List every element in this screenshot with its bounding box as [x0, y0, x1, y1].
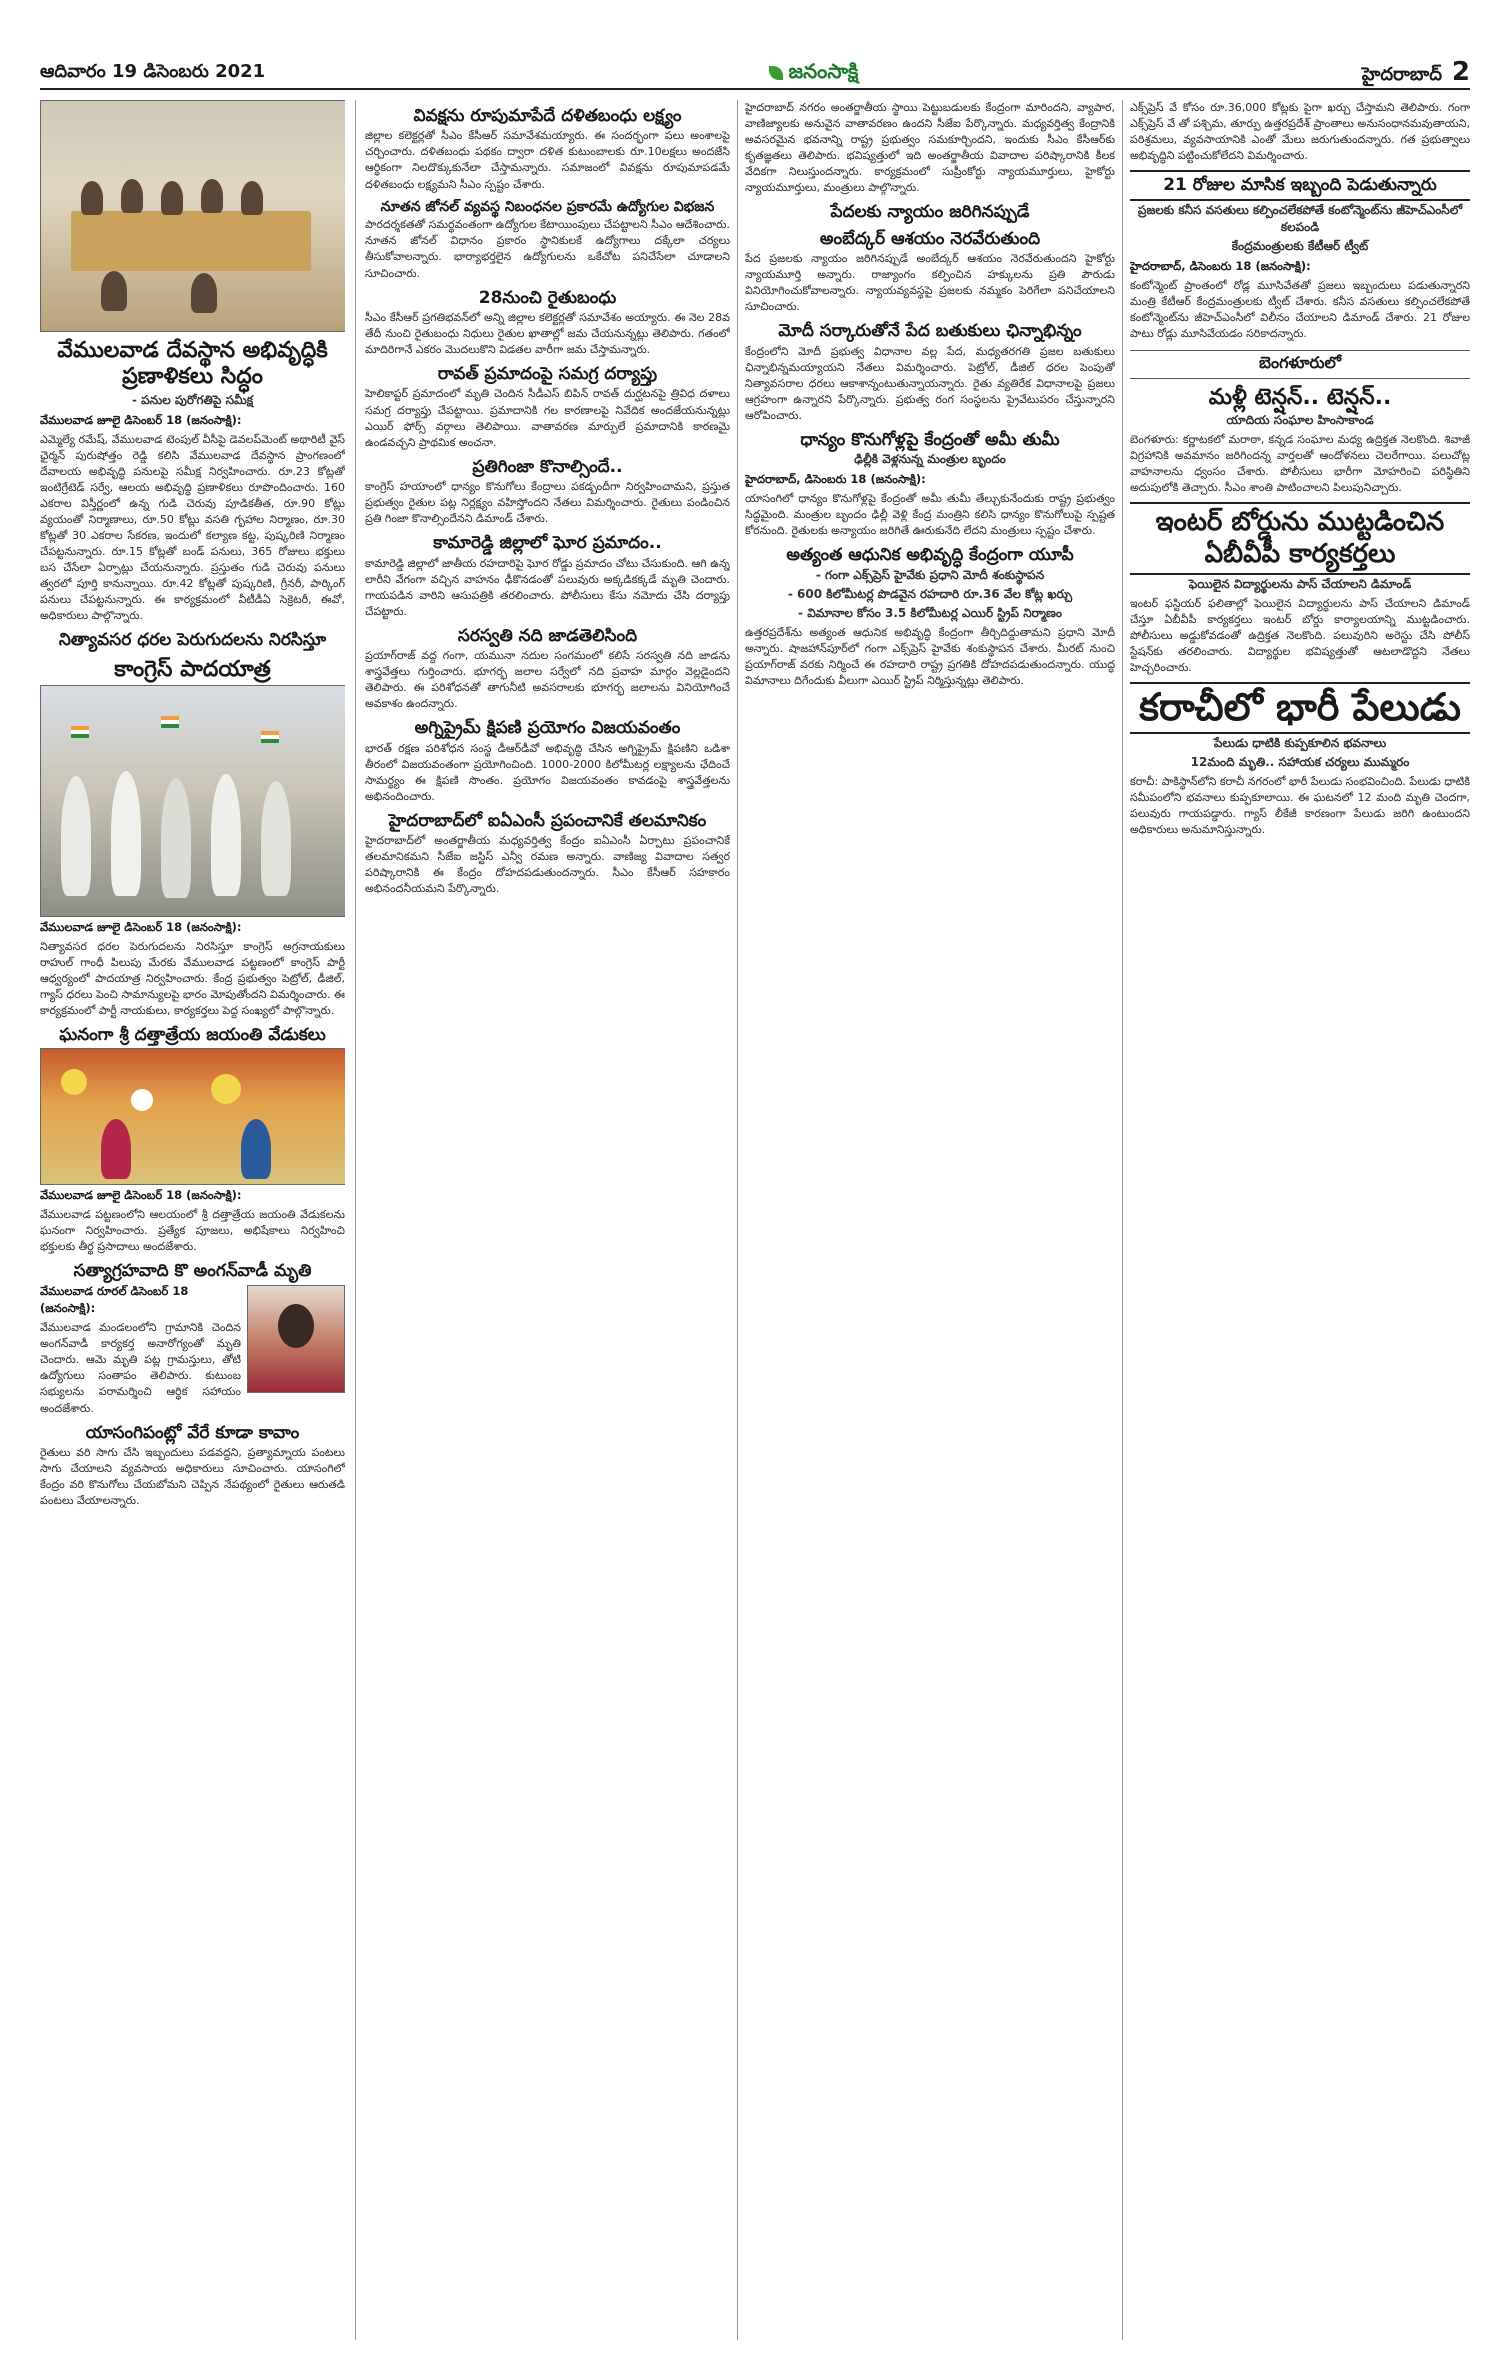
article-body: వేములవాడ పట్టణంలోని ఆలయంలో శ్రీ దత్తాత్రేయ జయంతి వేడుకలను ఘనంగా నిర్వహించారు. ప్రత్యేక పూజలు, అభిషేకాలు నిర్వహించి భక్తులకు తీర్థ ప్రసాదాలు అందజేశారు. — [40, 1207, 345, 1253]
portrait-photo — [247, 1285, 345, 1393]
headline: రావత్ ప్రమాదంపై సమగ్ర దర్యాప్తు — [437, 364, 658, 385]
headline: సరస్వతి నది జాడతెలిసింది — [457, 625, 638, 646]
article-saraswati-river — [365, 626, 730, 713]
article-iamc-hyderabad — [365, 811, 730, 898]
brand-name: జనంసాక్షి — [788, 58, 859, 83]
article-body: హైదరాబాద్‌లో అంతర్జాతీయ మధ్యవర్తిత్వ కేంద్రం ఐఏఎంసీ ఏర్పాటు ప్రపంచానికే తలమానికమని సీజేఐ జస్టిస్ ఎన్వీ రమణ అన్నారు. వాణిజ్య వివాదాల సత్వర పరిష్కారానికి ఈ కేంద్రం దోహదపడుతుందన్నారు. సీఎం కేసీఆర్ సహకారం అభినందనీయమని పేర్కొన్నారు. — [365, 834, 730, 896]
headline: కరాచీలో భారీ పేలుడు — [1130, 682, 1470, 734]
article-body: బెంగళూరు: కర్ణాటకలో మరాఠా, కన్నడ సంఘాల మధ్య ఉద్రిక్తత నెలకొంది. శివాజీ విగ్రహానికి అవమానం జరిగిందన్న వార్తలతో ఆందోళనలు చెలరేగాయి. పలుచోట్ల వాహనాలను ధ్వంసం చేశారు. పోలీసులు భారీగా మోహరించి పరిస్థితిని అదుపులోకి తెచ్చారు. సీఎం శాంతి పాటించాలని పిలుపునిచ్చారు. — [1130, 433, 1470, 495]
masthead — [40, 58, 1470, 90]
dateline: వేములవాడ జూలై డిసెంబర్ 18 (జనంసాక్షి): — [40, 920, 242, 935]
meeting-photo — [40, 100, 345, 332]
article-iamc-continued — [745, 100, 1115, 196]
article-datta-jayanti — [40, 1025, 345, 1255]
subheadline-2: 12మంది మృతి.. సహాయక చర్యలు ముమ్మరం — [1190, 754, 1410, 769]
dateline: హైదరాబాద్, డిసెంబరు 18 (జనంసాక్షి): — [1130, 258, 1311, 273]
column-divider — [737, 100, 738, 2340]
article-cantonment-ktr — [1130, 170, 1470, 342]
article-body: నిత్యావసర ధరల పెరుగుదలను నిరసిస్తూ కాంగ్రెస్ అగ్రనాయకులు రాహుల్ గాంధీ పిలుపు మేరకు వేములవాడ పట్టణంలో కాంగ్రెస్ పార్టీ ఆధ్వర్యంలో పాదయాత్ర నిర్వహించారు. కేంద్ర ప్రభుత్వం పెట్రోల్, డీజిల్, గ్యాస్ ధరలు పెంచి సామాన్యులపై భారం మోపుతోందని విమర్శించారు. ఈ కార్యక్రమంలో పార్టీ నాయకులు, కార్యకర్తలు పెద్ద సంఖ్యలో పాల్గొన్నారు. — [40, 940, 345, 1018]
headline: మోదీ సర్కారుతోనే పేద బతుకులు ఛిన్నాభిన్నం — [778, 321, 1082, 342]
article-zonal-system — [365, 199, 730, 282]
headline: వేములవాడ దేవస్థాన అభివృద్ధికి ప్రణాళికలు సిద్ధం — [57, 338, 328, 390]
headline: 28నుంచి రైతుబంధు — [478, 287, 617, 308]
page-info — [1362, 57, 1470, 89]
headline: ఘనంగా శ్రీ దత్తాత్రేయ జయంతి వేడుకలు — [59, 1025, 326, 1046]
subheadline: పేలుడు ధాటికి కుప్పకూలిన భవనాలు — [1213, 735, 1387, 750]
article-body: ప్రయాగ్‌రాజ్ వద్ద గంగా, యమునా నదుల సంగమంలో కలిసే సరస్వతి నది జాడను శాస్త్రవేత్తలు గుర్తించారు. భూగర్భ జలాల సర్వేలో నది ప్రవాహ మార్గం వెల్లడైందని తెలిపారు. ఈ పరిశోధనతో తాగునీటి అవసరాలకు భూగర్భ జలాలను వినియోగించే అవకాశం ఉందన్నారు. — [365, 649, 730, 711]
headline: యాసంగిపంట్లో వేరే కూడా కావాం — [85, 1422, 300, 1443]
article-body: హైదరాబాద్ నగరం అంతర్జాతీయ స్థాయి పెట్టుబడులకు కేంద్రంగా మారిందని, వ్యాపార, వాణిజ్యాలకు అనువైన వాతావరణం ఉందని సీజేఐ పేర్కొన్నారు. మధ్యవర్తిత్వ కేంద్రానికి అవసరమైన భవనాన్ని రాష్ట్ర ప్రభుత్వం సమకూర్చిందని, ఇందుకు సీఎం కేసీఆర్‌కు కృతజ్ఞతలు తెలిపారు. భవిష్యత్తులో ఇది అంతర్జాతీయ వివాదాల పరిష్కారానికి కీలక వేదికగా నిలుస్తుందన్నారు. కార్యక్రమంలో సుప్రీంకోర్టు న్యాయమూర్తులు, హైకోర్టు న్యాయమూర్తులు, మంత్రులు పాల్గొన్నారు. — [745, 101, 1115, 195]
headline: ప్రతిగింజా కొనాల్సిందే.. — [472, 456, 623, 477]
article-kamareddy-accident — [365, 533, 730, 620]
leaf-icon — [769, 66, 783, 80]
article-grain-center-fight — [745, 430, 1115, 540]
article-body: ఎమ్మెల్యే రమేష్, వేములవాడ టెంపుల్ వీసీపై డెవలప్‌మెంట్ అథారిటీ వైస్ ఛైర్మన్ పురుషోత్తం రెడ్డి కలిసి వేములవాడ దేవస్థాన ప్రాంగణంలో దేవాలయ అభివృద్ధి పనులపై సమీక్ష నిర్వహించారు. రూ.23 కోట్లతో ఇంటిగ్రేటెడ్ సర్వే, ఆలయ అభివృద్ధి ప్రణాళికలు రూపొందించారు. 160 ఎకరాల విస్తీర్ణంలో ఉన్న గుడి చెరువు పూడికతీత, రూ.90 కోట్లు వ్యయంతో నిర్మాణాలు, రూ.50 కోట్లు వసతి గృహాల నిర్మాణం, రూ.30 కోట్లతో 30 ఎకరాల సేకరణ, ఇందులో కల్యాణ కట్ట, పుష్కరిణి నిర్మాణం చేపట్టనున్నారు. రూ.15 కోట్లతో బండ్ పనులు, 365 రోజులు భక్తులు బస చేసేలా ఏర్పాట్లు చేయనున్నారు. ప్రస్తుతం గుడి చెరువు పనులు త్వరలో పూర్తి కానున్నాయి. రూ.42 కోట్లతో పుష్కరిణి, గ్రీనరీ, పార్కింగ్ పనులు చేపట్టనున్నారు. ఈ కార్యక్రమంలో వీటీడీఏ సెక్రెటరీ, ఈవో, అధికారులు పాల్గొన్నారు. — [40, 432, 345, 623]
headline: అత్యంత ఆధునిక అభివృద్ధి కేంద్రంగా యూపీ — [786, 545, 1074, 566]
article-body: జిల్లాల కలెక్టర్లతో సీఎం కేసీఆర్ సమావేశమయ్యారు. ఈ సందర్భంగా పలు అంశాలపై చర్చించారు. దళితబంధు పథకం ద్వారా దళిత కుటుంబాలకు రూ.10లక్షలు అందజేసి ఆర్థికంగా నిలదొక్కుకునేలా చేస్తామన్నారు. సమాజంలో వివక్షను రూపుమాపడమే దళితబంధు లక్ష్యమని సీఎం స్పష్టం చేశారు. — [365, 129, 730, 191]
column-4 — [1130, 100, 1470, 2340]
headline: కామారెడ్డి జిల్లాలో ఘోర ప్రమాదం.. — [433, 533, 662, 554]
article-body: పేద ప్రజలకు న్యాయం జరిగినప్పుడే అంబేద్కర్ ఆశయం నెరవేరుతుందని హైకోర్టు న్యాయమూర్తి అన్నారు. రాజ్యాంగం కల్పించిన హక్కులను ప్రతి పౌరుడు వినియోగించుకోవాలన్నారు. న్యాయవ్యవస్థపై ప్రజలకు నమ్మకం పెరిగేలా పనిచేయాలని సూచించారు. — [745, 252, 1115, 314]
headline: నూతన జోనల్ వ్యవస్థ నిబంధనల ప్రకారమే ఉద్యోగుల విభజన — [380, 198, 715, 215]
subheadline: - గంగా ఎక్స్‌ప్రెస్ హైవేకు ప్రధాని మోదీ శంకుస్థాపన — [815, 567, 1045, 582]
column-divider — [1122, 100, 1123, 2340]
article-body: కంటోన్మెంట్ ప్రాంతంలో రోడ్ల మూసివేతతో ప్రజలు ఇబ్బందులు పడుతున్నారని మంత్రి కేటీఆర్ కేంద్రమంత్రులకు ట్వీట్ చేశారు. కనీస వసతులు కల్పించలేకపోతే కంటోన్మెంట్‌ను జీహెచ్‌ఎంసీలో విలీనం చేయాలని డిమాండ్ చేశారు. 21 రోజుల పాటు రోడ్లు మూసివేయడం సరికాదన్నారు. — [1130, 278, 1470, 340]
article-agni-prime — [365, 718, 730, 805]
city-name: హైదరాబాద్ — [1361, 64, 1442, 85]
article-body: కాంగ్రెస్ హయాంలో ధాన్యం కొనుగోలు కేంద్రాలు పకడ్బందీగా నిర్వహించామని, ప్రస్తుత ప్రభుత్వం రైతుల పట్ల నిర్లక్ష్యం వహిస్తోందని నేతలు విమర్శించారు. రైతులు పండించిన ప్రతి గింజా కొనాల్సిందేనని డిమాండ్ చేశారు. — [365, 480, 730, 526]
dateline: హైదరాబాద్, డిసెంబరు 18 (జనంసాక్షి): — [745, 472, 926, 487]
article-dalitbandhu — [365, 106, 730, 193]
subheadline: ఫెయిలైన విద్యార్థులను పాస్ చేయాలని డిమాండ్ — [1188, 576, 1412, 591]
article-up-continued — [1130, 100, 1470, 164]
article-body: యాసంగిలో ధాన్యం కొనుగోళ్లపై కేంద్రంతో అమీ తుమీ తేల్చుకునేందుకు రాష్ట్ర ప్రభుత్వం సిద్ధమైంది. మంత్రుల బృందం ఢిల్లీ వెళ్లి కేంద్ర మంత్రిని కలిసి ధాన్యం కొనుగోలుపై స్పష్టత కోరనుంది. రైతులకు అన్యాయం జరిగితే ఊరుకునేది లేదని మంత్రులు స్పష్టం చేశారు. — [745, 492, 1115, 538]
article-modi-govt-criticism — [745, 321, 1115, 424]
headline: ధాన్యం కొనుగోళ్లపై కేంద్రంతో అమీ తుమీ — [800, 429, 1060, 450]
article-bengaluru-tension — [1130, 350, 1470, 497]
article-yasangi-crops — [40, 1423, 345, 1510]
article-body: భారత్ రక్షణ పరిశోధన సంస్థ డీఆర్‌డీవో అభివృద్ధి చేసిన అగ్నిప్రైమ్ క్షిపణిని ఒడిశా తీరంలో విజయవంతంగా ప్రయోగించింది. 1000-2000 కిలోమీటర్ల లక్ష్యాలను ఛేదించే సామర్థ్యం ఈ క్షిపణి సొంతం. ప్రయోగం విజయవంతం కావడంపై శాస్త్రవేత్తలను అభినందించారు. — [365, 741, 730, 803]
column-3 — [745, 100, 1115, 2340]
brand-logo — [769, 59, 859, 88]
subheadline-2: కేంద్రమంత్రులకు కేటీఆర్ ట్వీట్ — [1231, 238, 1369, 253]
headline: అగ్నిప్రైమ్ క్షిపణి ప్రయోగం విజయవంతం — [414, 718, 681, 739]
article-congress-padayatra — [40, 630, 345, 1019]
article-body: ఎక్స్‌ప్రెస్ వే కోసం రూ.36,000 కోట్లకు పైగా ఖర్చు చేస్తామని తెలిపారు. గంగా ఎక్స్‌ప్రెస్ వే తో పశ్చిమ, తూర్పు ఉత్తరప్రదేశ్ ప్రాంతాలు అనుసంధానమవుతాయని, పరిశ్రమలు, వ్యవసాయానికి ఎంతో మేలు జరుగుతుందన్నారు. గత ప్రభుత్వాలు అభివృద్ధిని పట్టించుకోలేదని విమర్శించారు. — [1130, 101, 1470, 163]
headline: పేదలకు న్యాయం జరిగినప్పుడే — [830, 202, 1030, 223]
column-2 — [365, 100, 730, 2340]
rally-photo — [40, 685, 345, 917]
article-grain-purchase — [365, 457, 730, 528]
article-body: హెలికాప్టర్ ప్రమాదంలో మృతి చెందిన సీడీఎస్ బిపిన్ రావత్ దుర్ఘటనపై త్రివిధ దళాలు సమగ్ర దర్యాప్తు చేపట్టాయి. ప్రమాదానికి గల కారణాలపై నివేదిక అందజేయనున్నట్లు ఎయిర్ ఫోర్స్ వర్గాలు తెలిపాయి. వాతావరణ మార్పులే ప్రమాదానికి కారణమై ఉండవచ్చని ప్రాథమిక అంచనా. — [365, 387, 730, 449]
headline: మళ్లీ టెన్షన్.. టెన్షన్.. — [1208, 384, 1392, 410]
section-label: బెంగళూరులో — [1130, 350, 1470, 379]
subheadline: ప్రజలకు కనీస వసతులు కల్పించలేకపోతే కంటోన్మెంట్‌ను జీహెచ్‌ఎంసీలో కలపండి — [1137, 202, 1463, 234]
subheadline: - విమానాల కోసం 3.5 కిలోమీటర్ల ఎయిర్ స్ట్రిప్ నిర్మాణం — [798, 605, 1062, 620]
page-number: 2 — [1451, 57, 1470, 87]
subheadline: యాదియ సంఘాల హింసాకాండ — [1226, 413, 1374, 428]
article-body: వేములవాడ మండలంలోని గ్రామానికి చెందిన అంగన్‌వాడీ కార్యకర్త అనారోగ్యంతో మృతి చెందారు. ఆమె మృతి పట్ల గ్రామస్తులు, తోటి ఉద్యోగులు సంతాపం తెలిపారు. కుటుంబ సభ్యులను పరామర్శించి ఆర్థిక సహాయం అందజేశారు. — [40, 1321, 241, 1415]
article-body: రైతులు వరి సాగు చేసి ఇబ్బందులు పడవద్దని, ప్రత్యామ్నాయ పంటలు సాగు చేయాలని వ్యవసాయ అధికారులు సూచించారు. యాసంగిలో కేంద్రం వరి కొనుగోలు చేయబోమని చెప్పిన నేపథ్యంలో రైతులు ఆరుతడి పంటలు వేయాలన్నారు. — [40, 1445, 345, 1508]
headline: వివక్షను రూపుమాపేదే దళితబంధు లక్ష్యం — [413, 106, 682, 126]
column-divider — [355, 100, 356, 2340]
article-rawat-probe — [365, 364, 730, 451]
subheadline: - పనుల పురోగతిపై సమీక్ష — [131, 392, 254, 407]
article-body: కామారెడ్డి జిల్లాలో జాతీయ రహదారిపై ఘోర రోడ్డు ప్రమాదం చోటు చేసుకుంది. ఆగి ఉన్న లారీని వేగంగా వచ్చిన వాహనం ఢీకొనడంతో పలువురు అక్కడికక్కడే మృతి చెందారు. గాయపడిన వారిని ఆసుపత్రికి తరలించారు. పోలీసులు కేసు నమోదు చేసి దర్యాప్తు చేపట్టారు. — [365, 556, 730, 618]
article-temple-development — [40, 338, 345, 624]
article-body: ఉత్తరప్రదేశ్‌ను అత్యంత ఆధునిక అభివృద్ధి కేంద్రంగా తీర్చిదిద్దుతామని ప్రధాని మోదీ అన్నారు. షాజహాన్‌పూర్‌లో గంగా ఎక్స్‌ప్రెస్ హైవేకు శంకుస్థాపన చేశారు. మీరట్ నుంచి ప్రయాగ్‌రాజ్ వరకు నిర్మించే ఈ రహదారి రాష్ట్ర ప్రగతికి దోహదపడుతుందన్నారు. యుద్ధ విమానాలు దిగేందుకు వీలుగా ఎయిర్ స్ట్రిప్ నిర్మిస్తున్నట్లు తెలిపారు. — [745, 625, 1115, 687]
headline: సత్యాగ్రహవాది కొ అంగన్‌వాడీ మృతి — [73, 1260, 312, 1281]
headline: 21 రోజుల మాసిక ఇబ్బంది పెడుతున్నారు — [1130, 170, 1470, 200]
article-body: సీఎం కేసీఆర్ ప్రగతిభవన్‌లో అన్ని జిల్లాల కలెక్టర్లతో సమావేశం అయ్యారు. ఈ నెల 28వ తేదీ నుంచి రైతుబంధు నిధులు రైతుల ఖాతాల్లో జమ చేయనున్నట్లు తెలిపారు. గతంలో మాదిరిగానే ఎకరం మొదలుకొని విడతల వారీగా జమ చేస్తామన్నారు. — [365, 310, 730, 357]
article-body: కరాచీ: పాకిస్థాన్‌లోని కరాచీ నగరంలో భారీ పేలుడు సంభవించింది. పేలుడు ధాటికి సమీపంలోని భవనాలు కుప్పకూలాయి. ఈ ఘటనలో 12 మంది మృతి చెందగా, పలువురు గాయపడ్డారు. గ్యాస్ లీకేజీ కారణంగా పేలుడు జరిగి ఉంటుందని అధికారులు అనుమానిస్తున్నారు. — [1130, 774, 1470, 836]
puja-photo — [40, 1048, 345, 1185]
article-ambedkar-justice — [745, 202, 1115, 315]
issue-date: ఆదివారం 19 డిసెంబరు 2021 — [40, 60, 266, 82]
dateline: వేములవాడ రూరల్ డిసెంబర్ 18 (జనంసాక్షి): — [40, 1284, 189, 1316]
article-body: ఇంటర్ ఫస్టియర్ ఫలితాల్లో ఫెయిలైన విద్యార్థులను పాస్ చేయాలని డిమాండ్ చేస్తూ ఏబీవీపీ కార్యకర్తలు ఇంటర్ బోర్డు కార్యాలయాన్ని ముట్టడించారు. పోలీసులు అడ్డుకోవడంతో ఉద్రిక్తత నెలకొంది. పలువురిని అరెస్టు చేసి పోలీస్ స్టేషన్‌కు తరలించారు. విద్యార్థుల భవిష్యత్తుతో ఆటలాడొద్దని నేతలు హెచ్చరించారు. — [1130, 596, 1470, 674]
article-rythubandhu — [365, 288, 730, 359]
article-up-development — [745, 545, 1115, 689]
headline: నిత్యావసర ధరల పెరుగుదలను నిరసిస్తూ — [58, 630, 327, 651]
article-abvp-protest — [1130, 502, 1470, 676]
article-body: పారదర్శకతతో సమర్థవంతంగా ఉద్యోగుల కేటాయింపులు చేపట్టాలని సీఎం ఆదేశించారు. నూతన జోనల్ విధానం ప్రకారం స్థానికులకే ఉద్యోగాలు దక్కేలా చర్యలు తీసుకోవాలన్నారు. భార్యాభర్తలైన ఉద్యోగులను ఒకేచోట పనిచేసేలా చూడాలని సూచించారు. — [365, 218, 730, 280]
subheadline: ఢిల్లీకి వెళ్లనున్న మంత్రుల బృందం — [854, 452, 1006, 467]
article-anganwadi-death — [40, 1261, 345, 1417]
headline-2: అంబేద్కర్ ఆశయం నెరవేరుతుంది — [819, 228, 1041, 249]
headline-2: కాంగ్రెస్ పాదయాత్ర — [114, 656, 271, 682]
article-karachi-blast — [1130, 682, 1470, 838]
dateline: వేములవాడ జూలై డిసెంబర్ 18 (జనంసాక్షి): — [40, 1187, 242, 1202]
headline: హైదరాబాద్‌లో ఐఏఎంసీ ప్రపంచానికే తలమానికం — [388, 810, 707, 831]
dateline: వేములవాడ జూలై డిసెంబర్ 18 (జనంసాక్షి): — [40, 412, 242, 427]
headline: ఇంటర్ బోర్డును ముట్టడించిన ఏబీవీపీ కార్యకర్తలు — [1130, 502, 1470, 574]
column-1 — [40, 100, 345, 2340]
subheadline: - 600 కిలోమీటర్ల పొడవైన రహదారి రూ.36 వేల కోట్ల ఖర్చు — [787, 586, 1073, 601]
article-body: కేంద్రంలోని మోదీ ప్రభుత్వ విధానాల వల్ల పేద, మధ్యతరగతి ప్రజల బతుకులు ఛిన్నాభిన్నమయ్యాయని నేతలు విమర్శించారు. పెట్రోల్, డీజిల్ ధరల పెంపుతో నిత్యావసరాల ధరలు ఆకాశాన్నంటుతున్నాయన్నారు. రైతు వ్యతిరేక విధానాలపై ప్రజలు ఆగ్రహంగా ఉన్నారని పేర్కొన్నారు. ప్రభుత్వ రంగ సంస్థలను ప్రైవేటుపరం చేస్తున్నారని ఆరోపించారు. — [745, 344, 1115, 422]
